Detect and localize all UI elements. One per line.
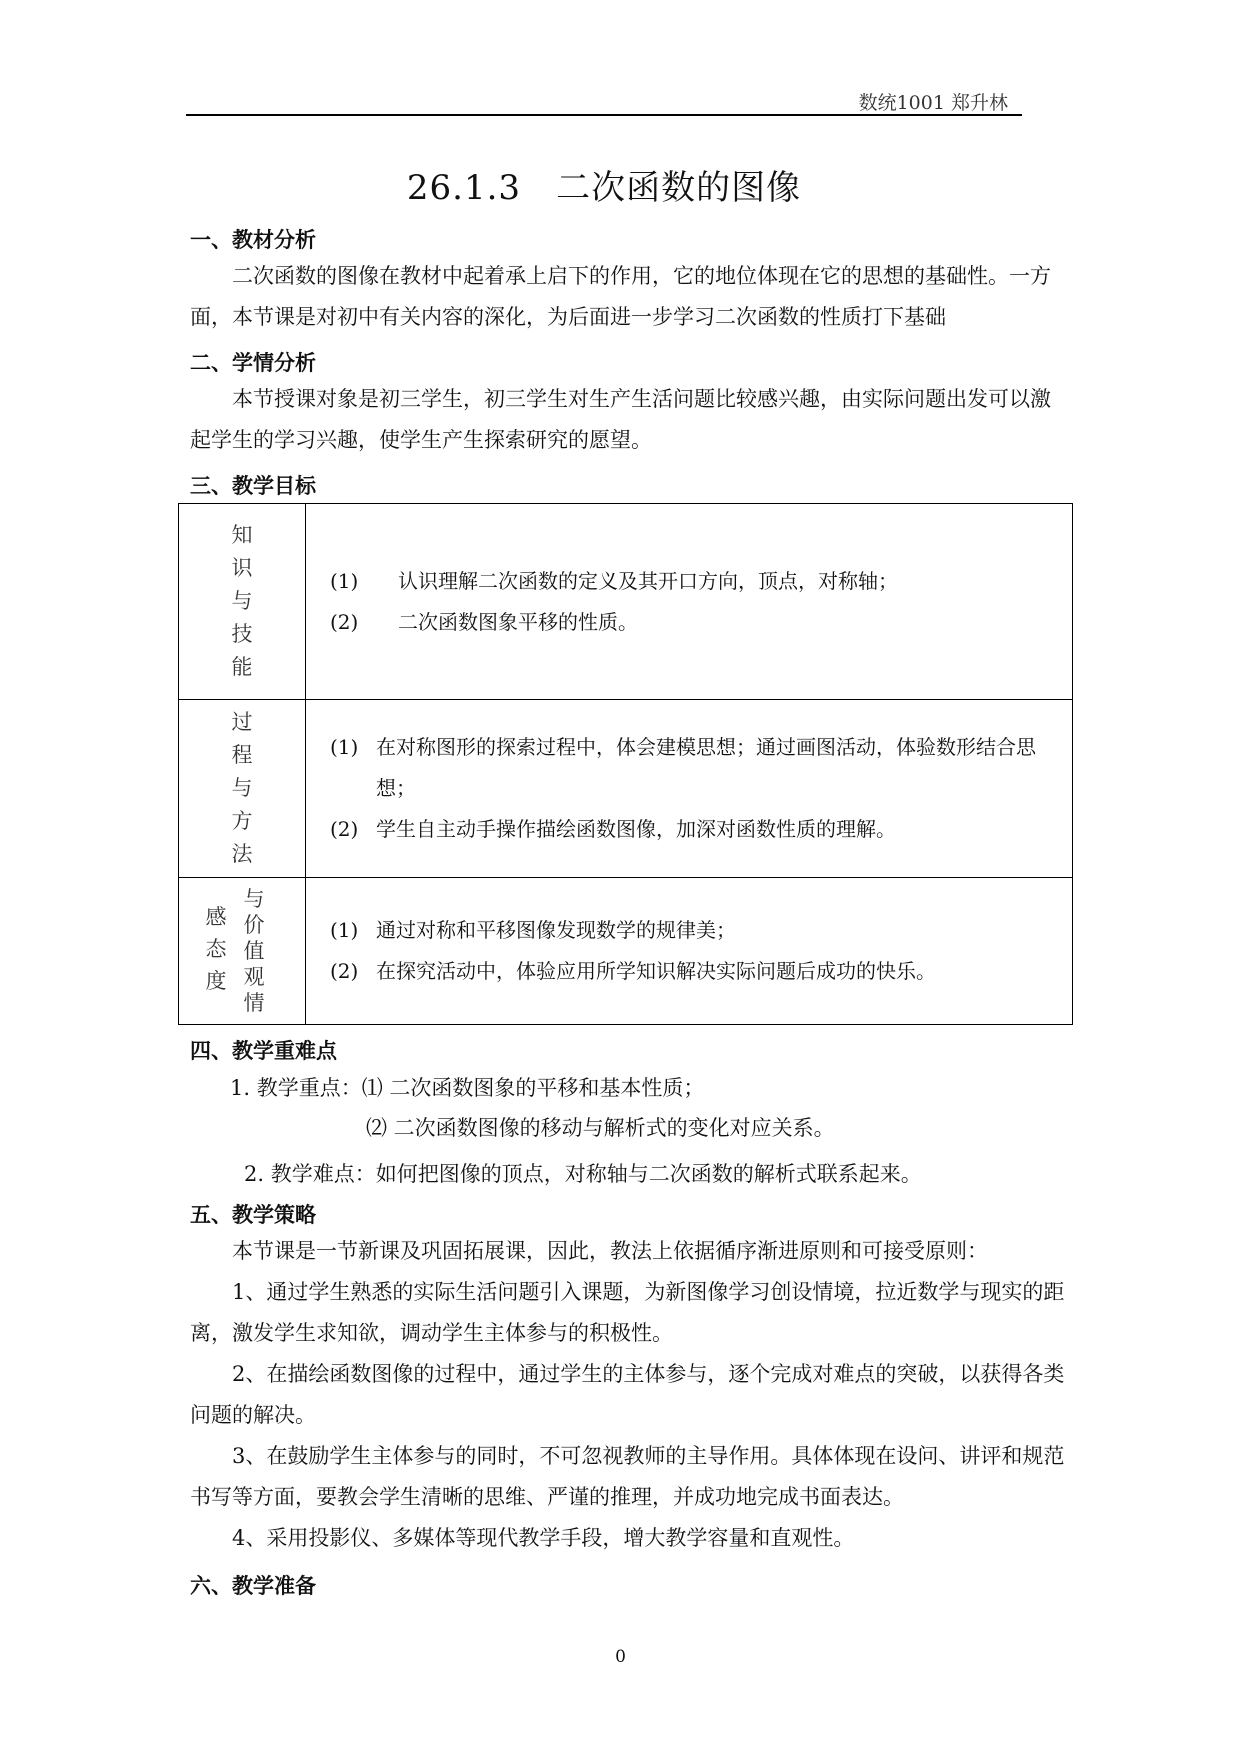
goal-label-knowledge: 知 识 与 技 能: [179, 504, 306, 700]
table-row: [179, 504, 1073, 700]
strategy-intro: 本节课是一节新课及巩固拓展课，因此，教法上依据循序渐进原则和可接受原则：: [232, 1239, 988, 1263]
section-heading-preparation: 六、教学准备: [190, 1574, 316, 1598]
list-item: (1) 认识理解二次函数的定义及其开口方向，顶点，对称轴；: [330, 568, 898, 593]
student-analysis-paragraph: 本节授课对象是初三学生，初三学生对生产生活问题比较感兴趣，由实际问题出发可以激起学生的学习兴趣，使学生产生探索研究的愿望。: [190, 387, 1051, 452]
teaching-goals-table: [178, 503, 1073, 1025]
list-item: (1) 通过对称和平移图像发现数学的规律美；: [330, 918, 736, 942]
section-heading-textbook-analysis: 一、教材分析: [190, 228, 316, 252]
key-point-2: ⑵ 二次函数图像的移动与解析式的变化对应关系。: [366, 1116, 835, 1140]
list-item: (2) 学生自主动手操作描绘函数图像，加深对函数性质的理解。: [330, 817, 896, 841]
textbook-analysis-paragraph: 二次函数的图像在教材中起着承上启下的作用，它的地位体现在它的思想的基础性。一方面，本节课是对初中有关内容的深化，为后面进一步学习二次函数的性质打下基础: [190, 264, 1051, 329]
strategy-item-1: 1、通过学生熟悉的实际生活问题引入课题，为新图像学习创设情境，拉近数学与现实的距离，激发学生求知欲，调动学生主体参与的积极性。: [190, 1280, 1065, 1345]
page-number: 0: [615, 1647, 626, 1667]
goal-content-process: [306, 700, 1073, 878]
goal-content-knowledge: [306, 504, 1073, 700]
section-heading-teaching-strategy: 五、教学策略: [190, 1203, 316, 1227]
section-heading-student-analysis: 二、学情分析: [190, 351, 316, 375]
key-point-1: 1. 教学重点：⑴ 二次函数图象的平移和基本性质；: [230, 1076, 705, 1100]
list-item: (2) 二次函数图象平移的性质。: [330, 609, 638, 634]
strategy-item-2: 2、在描绘函数图像的过程中，通过学生的主体参与，逐个完成对难点的突破，以获得各类问题的解决。: [190, 1362, 1065, 1427]
difficulty-point: 2. 教学难点：如何把图像的顶点，对称轴与二次函数的解析式联系起来。: [244, 1162, 922, 1186]
table-row: [179, 700, 1073, 878]
strategy-item-3: 3、在鼓励学生主体参与的同时，不可忽视教师的主导作用。具体体现在设问、讲评和规范书写等方面，要教会学生清晰的思维、严谨的推理，并成功地完成书面表达。: [190, 1444, 1065, 1509]
page-header: [186, 86, 1022, 116]
page-title: 26.1.3 二次函数的图像: [406, 168, 802, 208]
section-heading-teaching-goals: 三、教学目标: [190, 474, 316, 498]
goal-label-attitude: 感 态 度 与 价 值 观 情: [179, 878, 306, 1025]
table-row: [179, 878, 1073, 1025]
strategy-item-4: 4、采用投影仪、多媒体等现代教学手段，增大教学容量和直观性。: [232, 1526, 855, 1550]
goal-content-attitude: [306, 878, 1073, 1025]
goal-label-process: 过 程 与 方 法: [179, 700, 306, 878]
list-item: (1) 在对称图形的探索过程中，体会建模思想；通过画图活动，体验数形结合思想；: [330, 735, 1036, 800]
section-heading-key-points: 四、教学重难点: [190, 1039, 337, 1063]
list-item: (2) 在探究活动中，体验应用所学知识解决实际问题后成功的快乐。: [330, 959, 936, 983]
header-author: 数统1001 郑升林: [858, 92, 1008, 114]
